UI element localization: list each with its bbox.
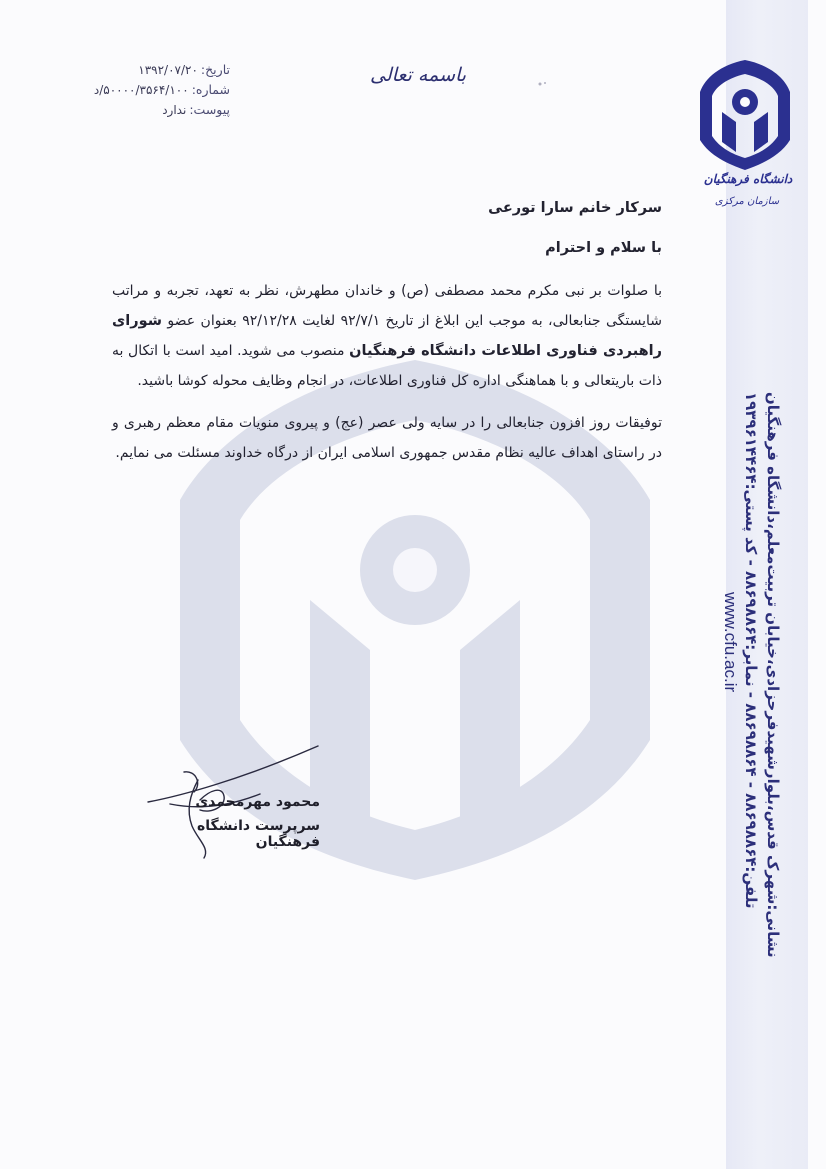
phone-text: تلفن:۸۸۶۹۸۸۶۴ - ۸۸۶۹۸۸۶۴ - نمابر:۸۸۶۹۸۸۶۴ - کد پستی:۱۹۳۹۶۱۴۴۶۴ [742,392,760,909]
paragraph-2: توفیقات روز افزون جنابعالی را در سایه ولی عصر (عج) و پیروی منویات مقام معظم رهبری و در راستای اهداف عالیه نظام مقدس جمهوری اسلامی ایران از درگاه خداوند مسئلت می نمایم. [112,415,662,461]
signatory-title: سرپرست دانشگاه فرهنگیان [196,818,320,850]
ink-speck-icon [536,80,550,88]
paragraph-1 [112,276,662,396]
address-text: نشانی:شهرک قدس،بلوارشهیدفرحزادی،خیابان تربیت‌معلم،دانشگاه فرهنگیان [764,392,782,958]
greeting: با سلام و احترام [545,240,662,256]
date-row [94,60,230,80]
letter-meta [94,60,230,120]
paragraph-1-text: با صلوات بر نبی مکرم محمد مصطفی (ص) و خاندان مطهرش، نظر به تعهد، تجربه و مراتب شایستگی جنابعالی، به موجب این ابلاغ از تاریخ ۹۲/۷/۱ لغایت ۹۲/۱۲/۲۸ بعنوان عضو [112,283,662,329]
website-link[interactable]: www.cfu.ac.ir [721,592,740,693]
bismillah: باسمه تعالی [370,64,467,86]
contact-info [721,392,784,958]
recipient: سرکار خانم سارا تورعی [488,200,662,216]
paragraph-1-continuation: منصوب می شوید. امید است با اتکال به ذات باریتعالی و با هماهنگی اداره کل فناوری اطلاعات، در انجام وظایف محوله کوشا باشید. [112,343,662,389]
logo-name: دانشگاه فرهنگیان [703,172,793,186]
date-label: تاریخ: [200,62,230,77]
signatory-name: محمود مهرمحمدی [195,794,320,810]
logo-subtitle: سازمان مرکزی [714,196,780,207]
attachment-row [94,100,230,120]
number-label: شماره: [191,82,230,97]
university-logo-icon [700,60,790,170]
council-name: شورای راهبردی فناوری اطلاعات دانشگاه فرهنگیان [112,313,662,359]
date-value: ۱۳۹۲/۰۷/۲۰ [138,63,198,77]
number-row [94,80,230,100]
attachment-label: پیوست: [189,102,230,117]
number-value: ۵۰۰۰۰/۳۵۶۴/۱۰۰/د [93,83,189,97]
attachment-value: ندارد [162,103,187,117]
